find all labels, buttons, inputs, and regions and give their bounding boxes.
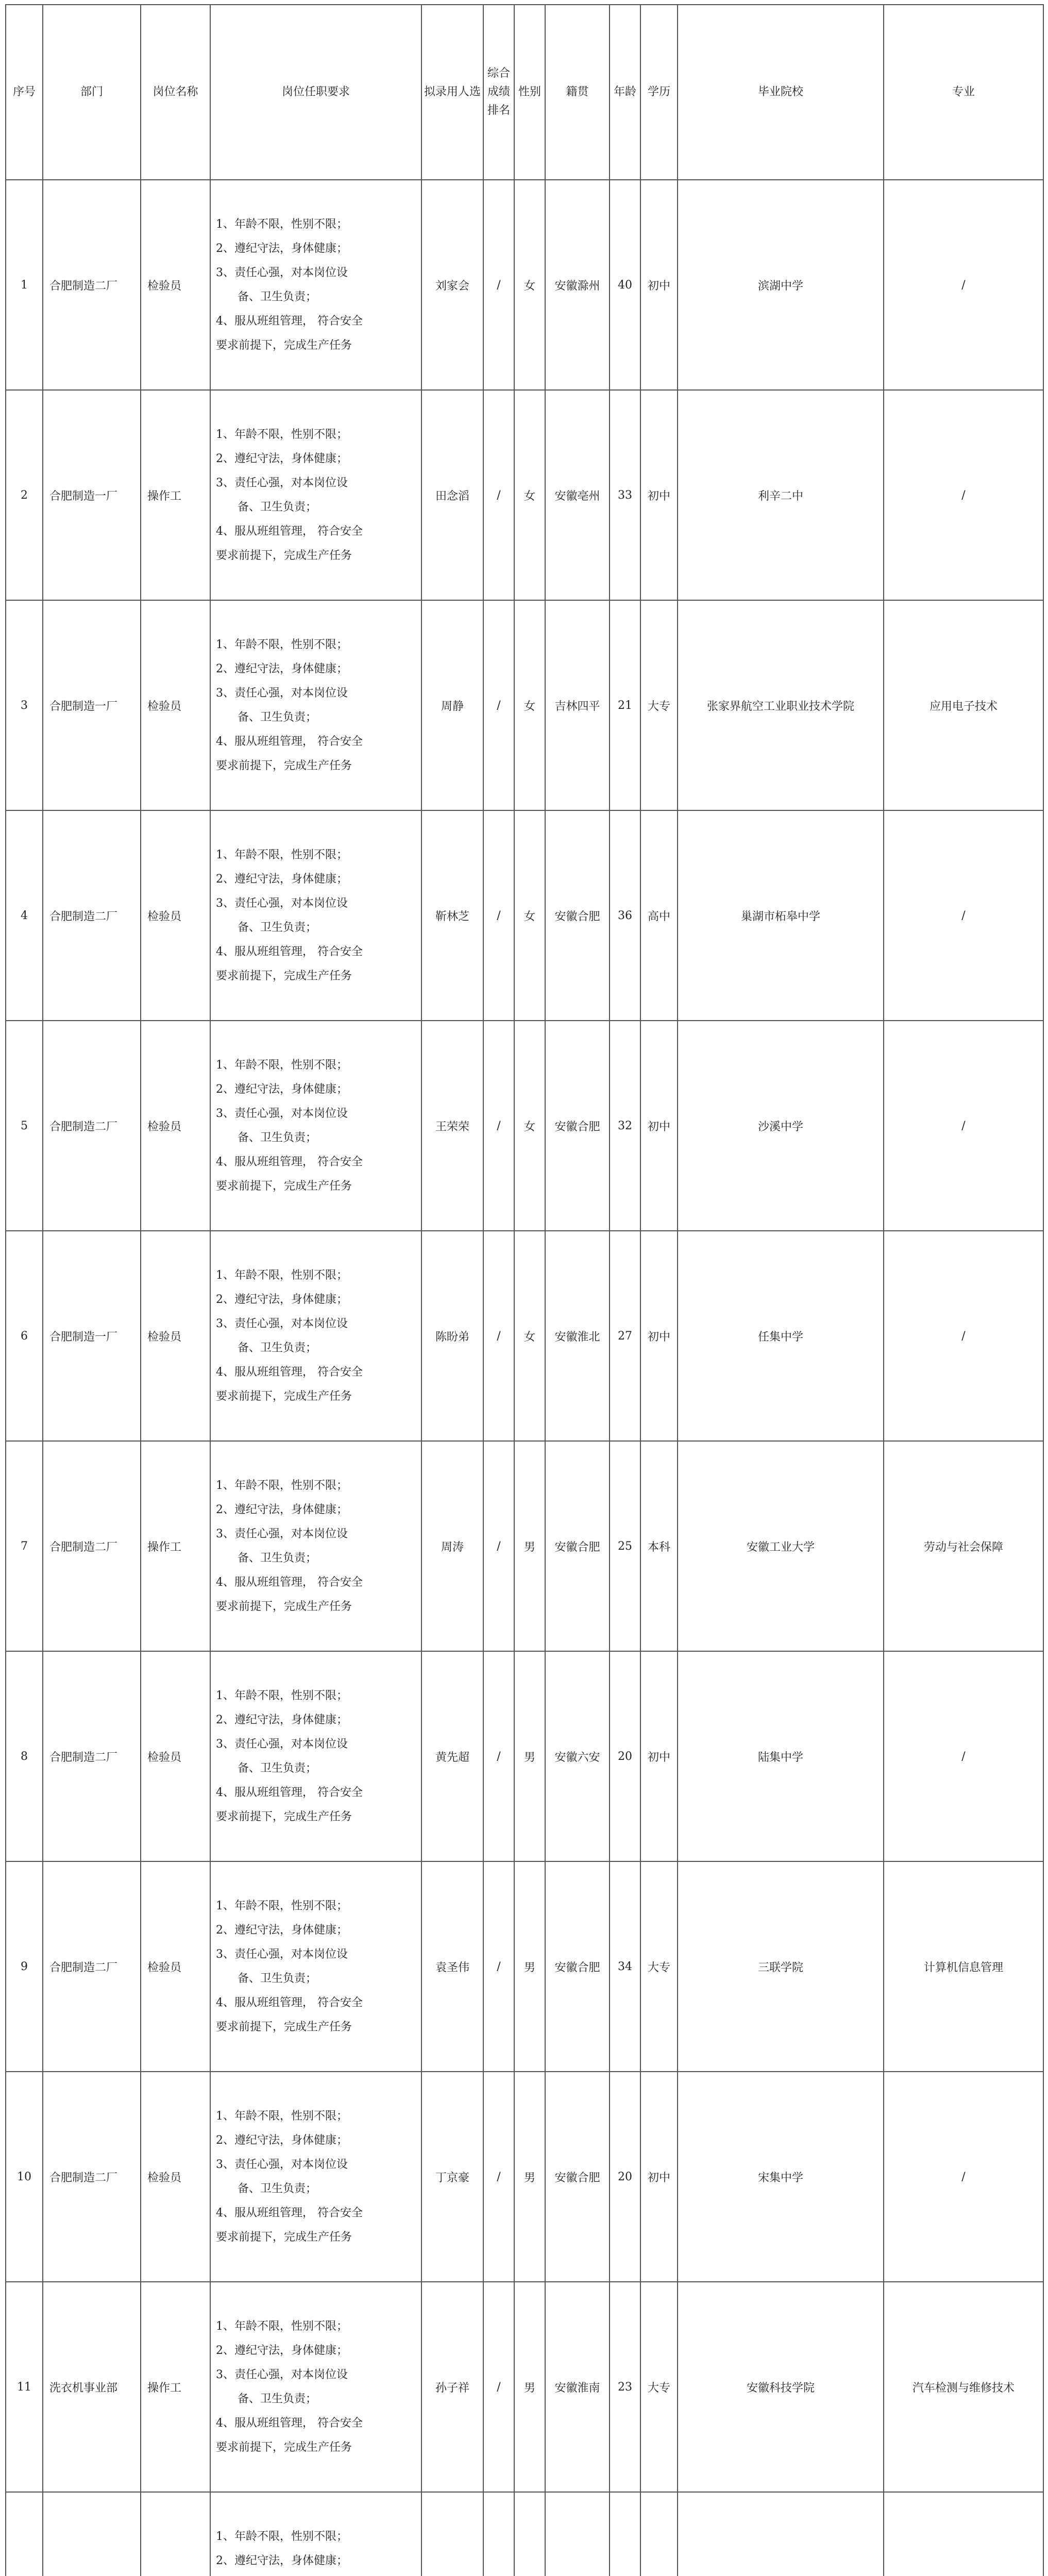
position-cell: 检验员	[141, 810, 210, 1021]
row-number-cell: 7	[6, 1441, 43, 1651]
table-row	[6, 1861, 1043, 2072]
table-row	[6, 390, 1043, 600]
requirement-line: 备、卫生负责；	[238, 1552, 317, 1565]
requirement-line: 备、卫生负责；	[238, 2182, 317, 2195]
age-cell: 20	[610, 2072, 640, 2282]
age-cell: 33	[610, 390, 640, 600]
header-gender: 性别	[514, 5, 545, 180]
major-cell: /	[884, 2072, 1043, 2282]
header-pos: 岗位名称	[141, 5, 210, 180]
education-cell: 大专	[640, 600, 678, 810]
department-cell	[43, 2492, 141, 2576]
table-row	[6, 2492, 1043, 2576]
requirements-cell	[210, 1021, 421, 1231]
requirement-line: 备、卫生负责；	[238, 921, 317, 934]
requirement-line: 1、年龄不限，性别不限；	[216, 2530, 348, 2543]
requirement-line: 3、责任心强，对本岗位设	[216, 1738, 348, 1751]
requirement-line: 2、遵纪守法，身体健康；	[216, 2134, 348, 2147]
requirement-line: 2、遵纪守法，身体健康；	[216, 873, 348, 886]
row-number-cell	[6, 2492, 43, 2576]
requirement-line: 3、责任心强，对本岗位设	[216, 266, 348, 279]
header-school: 毕业院校	[678, 5, 884, 180]
rank-cell: /	[483, 1441, 514, 1651]
requirement-line: 4、服从班组管理， 符合安全	[216, 945, 363, 958]
row-number-cell: 11	[6, 2282, 43, 2492]
requirement-line: 备、卫生负责；	[238, 711, 317, 724]
gender-cell: 女	[514, 180, 545, 390]
requirement-line: 1、年龄不限，性别不限；	[216, 428, 348, 441]
education-cell: 初中	[640, 2072, 678, 2282]
requirement-line: 要求前提下，完成生产任务	[216, 2441, 352, 2454]
requirement-line: 4、服从班组管理， 符合安全	[216, 735, 363, 748]
origin-cell: 安徽亳州	[545, 390, 610, 600]
requirement-line: 要求前提下，完成生产任务	[216, 2231, 352, 2244]
requirements-cell	[210, 600, 421, 810]
major-cell: 应用电子技术	[884, 600, 1043, 810]
origin-cell	[545, 2492, 610, 2576]
position-cell: 检验员	[141, 1861, 210, 2072]
row-number-cell: 9	[6, 1861, 43, 2072]
header-no: 序号	[6, 5, 43, 180]
origin-cell: 安徽合肥	[545, 1441, 610, 1651]
major-cell: 汽车检测与维修技术	[884, 2282, 1043, 2492]
school-cell: 宋集中学	[678, 2072, 884, 2282]
major-cell	[884, 2492, 1043, 2576]
table-row	[6, 180, 1043, 390]
gender-cell: 男	[514, 1441, 545, 1651]
position-cell: 操作工	[141, 1441, 210, 1651]
department-cell: 合肥制造二厂	[43, 1441, 141, 1651]
requirement-line: 3、责任心强，对本岗位设	[216, 1528, 348, 1540]
requirement-line	[216, 2573, 418, 2576]
requirement-line: 3、责任心强，对本岗位设	[216, 1948, 348, 1961]
gender-cell: 女	[514, 1231, 545, 1441]
age-cell: 25	[610, 1441, 640, 1651]
candidate-name-cell: 孙子祥	[421, 2282, 483, 2492]
requirement-line: 4、服从班组管理， 符合安全	[216, 525, 363, 538]
requirement-line: 4、服从班组管理， 符合安全	[216, 1996, 363, 2009]
gender-cell: 男	[514, 1651, 545, 1861]
age-cell: 21	[610, 600, 640, 810]
gender-cell: 男	[514, 2072, 545, 2282]
department-cell: 合肥制造二厂	[43, 810, 141, 1021]
gender-cell: 男	[514, 1861, 545, 2072]
candidate-name-cell: 袁圣伟	[421, 1861, 483, 2072]
requirement-line: 1、年龄不限，性别不限；	[216, 638, 348, 651]
position-cell: 检验员	[141, 180, 210, 390]
requirement-line: 备、卫生负责；	[238, 2393, 317, 2405]
row-number-cell: 4	[6, 810, 43, 1021]
education-cell: 初中	[640, 180, 678, 390]
requirement-line: 2、遵纪守法，身体健康；	[216, 1293, 348, 1306]
rank-cell: /	[483, 1231, 514, 1441]
gender-cell: 女	[514, 600, 545, 810]
major-cell: /	[884, 180, 1043, 390]
origin-cell: 安徽合肥	[545, 1021, 610, 1231]
requirement-line: 1、年龄不限，性别不限；	[216, 2320, 348, 2333]
requirements-cell	[210, 1651, 421, 1861]
gender-cell: 女	[514, 1021, 545, 1231]
rank-cell: /	[483, 1021, 514, 1231]
origin-cell: 安徽六安	[545, 1651, 610, 1861]
candidate-name-cell: 靳林芝	[421, 810, 483, 1021]
requirement-line: 2、遵纪守法，身体健康；	[216, 2344, 348, 2357]
header-major: 专业	[884, 5, 1043, 180]
position-cell: 操作工	[141, 2282, 210, 2492]
age-cell: 36	[610, 810, 640, 1021]
header-cand: 拟录用人选	[421, 5, 483, 180]
education-cell	[640, 2492, 678, 2576]
requirement-line: 2、遵纪守法，身体健康；	[216, 242, 348, 255]
requirement-line: 4、服从班组管理， 符合安全	[216, 1366, 363, 1379]
requirement-line: 2、遵纪守法，身体健康；	[216, 1503, 348, 1516]
origin-cell: 吉林四平	[545, 600, 610, 810]
origin-cell: 安徽合肥	[545, 1861, 610, 2072]
major-cell: /	[884, 1651, 1043, 1861]
requirement-line: 3、责任心强，对本岗位设	[216, 687, 348, 700]
age-cell: 32	[610, 1021, 640, 1231]
requirement-line: 2、遵纪守法，身体健康；	[216, 1083, 348, 1096]
requirement-line: 3、责任心强，对本岗位设	[216, 897, 348, 910]
education-cell: 大专	[640, 1861, 678, 2072]
position-cell: 检验员	[141, 1021, 210, 1231]
department-cell: 合肥制造二厂	[43, 2072, 141, 2282]
requirement-line: 要求前提下，完成生产任务	[216, 1390, 352, 1403]
hire-table	[5, 4, 1044, 2576]
school-cell: 滨湖中学	[678, 180, 884, 390]
header-origin: 籍贯	[545, 5, 610, 180]
rank-cell: /	[483, 600, 514, 810]
requirement-line: 要求前提下，完成生产任务	[216, 2021, 352, 2033]
department-cell: 合肥制造二厂	[43, 1651, 141, 1861]
requirements-cell	[210, 1861, 421, 2072]
requirement-line: 要求前提下，完成生产任务	[216, 1600, 352, 1613]
requirement-line: 2、遵纪守法，身体健康；	[216, 1714, 348, 1726]
row-number-cell: 10	[6, 2072, 43, 2282]
major-cell: /	[884, 1021, 1043, 1231]
department-cell: 合肥制造一厂	[43, 1231, 141, 1441]
table-row	[6, 810, 1043, 1021]
education-cell: 初中	[640, 1231, 678, 1441]
department-cell: 合肥制造二厂	[43, 1021, 141, 1231]
requirements-cell	[210, 2072, 421, 2282]
position-cell: 操作工	[141, 390, 210, 600]
table-row	[6, 1231, 1043, 1441]
requirement-line: 1、年龄不限，性别不限；	[216, 2110, 348, 2123]
requirement-line: 3、责任心强，对本岗位设	[216, 1317, 348, 1330]
department-cell: 合肥制造二厂	[43, 1861, 141, 2072]
requirement-line: 4、服从班组管理， 符合安全	[216, 1576, 363, 1589]
requirement-line: 备、卫生负责；	[238, 1131, 317, 1144]
candidate-name-cell: 刘家会	[421, 180, 483, 390]
table-row	[6, 2282, 1043, 2492]
candidate-name-cell: 丁京豪	[421, 2072, 483, 2282]
education-cell: 初中	[640, 390, 678, 600]
age-cell: 40	[610, 180, 640, 390]
requirement-line: 2、遵纪守法，身体健康；	[216, 2554, 348, 2567]
major-cell: 计算机信息管理	[884, 1861, 1043, 2072]
major-cell: /	[884, 1231, 1043, 1441]
requirement-line: 4、服从班组管理， 符合安全	[216, 1786, 363, 1799]
requirement-line: 备、卫生负责；	[238, 291, 317, 303]
table-row	[6, 1441, 1043, 1651]
requirement-line: 备、卫生负责；	[238, 1762, 317, 1775]
requirement-line: 1、年龄不限，性别不限；	[216, 218, 348, 231]
table-row	[6, 1651, 1043, 1861]
rank-cell	[483, 2492, 514, 2576]
school-cell: 陆集中学	[678, 1651, 884, 1861]
age-cell: 27	[610, 1231, 640, 1441]
school-cell: 三联学院	[678, 1861, 884, 2072]
requirement-line: 2、遵纪守法，身体健康；	[216, 663, 348, 675]
origin-cell: 安徽滁州	[545, 180, 610, 390]
requirement-line: 要求前提下，完成生产任务	[216, 549, 352, 562]
school-cell: 沙溪中学	[678, 1021, 884, 1231]
major-cell: /	[884, 810, 1043, 1021]
department-cell: 合肥制造一厂	[43, 390, 141, 600]
requirement-line: 1、年龄不限，性别不限；	[216, 1689, 348, 1702]
gender-cell: 女	[514, 810, 545, 1021]
candidate-name-cell: 田念滔	[421, 390, 483, 600]
age-cell	[610, 2492, 640, 2576]
requirement-line: 要求前提下，完成生产任务	[216, 1180, 352, 1193]
major-cell: 劳动与社会保障	[884, 1441, 1043, 1651]
requirements-cell	[210, 1441, 421, 1651]
rank-cell: /	[483, 2282, 514, 2492]
age-cell: 23	[610, 2282, 640, 2492]
major-cell: /	[884, 390, 1043, 600]
requirement-line: 备、卫生负责；	[238, 1342, 317, 1354]
gender-cell	[514, 2492, 545, 2576]
gender-cell: 男	[514, 2282, 545, 2492]
requirement-line: 1、年龄不限，性别不限；	[216, 849, 348, 861]
candidate-name-cell: 王荣荣	[421, 1021, 483, 1231]
school-cell: 张家界航空工业职业技术学院	[678, 600, 884, 810]
department-cell: 合肥制造二厂	[43, 180, 141, 390]
requirement-line: 1、年龄不限，性别不限；	[216, 1059, 348, 1072]
department-cell: 洗衣机事业部	[43, 2282, 141, 2492]
requirements-cell	[210, 810, 421, 1021]
candidate-name-cell: 周涛	[421, 1441, 483, 1651]
row-number-cell: 5	[6, 1021, 43, 1231]
requirement-line: 备、卫生负责；	[238, 501, 317, 514]
row-number-cell: 6	[6, 1231, 43, 1441]
origin-cell: 安徽淮北	[545, 1231, 610, 1441]
table-row	[6, 600, 1043, 810]
requirement-line: 1、年龄不限，性别不限；	[216, 1269, 348, 1282]
position-cell: 检验员	[141, 2072, 210, 2282]
table-row	[6, 2072, 1043, 2282]
origin-cell: 安徽合肥	[545, 810, 610, 1021]
requirement-line: 3、责任心强，对本岗位设	[216, 2158, 348, 2171]
candidate-name-cell	[421, 2492, 483, 2576]
row-number-cell: 8	[6, 1651, 43, 1861]
requirement-line: 4、服从班组管理， 符合安全	[216, 2207, 363, 2219]
requirements-cell	[210, 1231, 421, 1441]
requirements-cell	[210, 2282, 421, 2492]
position-cell: 检验员	[141, 600, 210, 810]
rank-cell: /	[483, 2072, 514, 2282]
requirement-line: 1、年龄不限，性别不限；	[216, 1900, 348, 1912]
rank-cell: /	[483, 1651, 514, 1861]
requirement-line: 要求前提下，完成生产任务	[216, 759, 352, 772]
education-cell: 大专	[640, 2282, 678, 2492]
gender-cell: 女	[514, 390, 545, 600]
header-age: 年龄	[610, 5, 640, 180]
requirement-line: 要求前提下，完成生产任务	[216, 339, 352, 352]
requirement-line: 备、卫生负责；	[238, 1972, 317, 1985]
row-number-cell: 3	[6, 600, 43, 810]
header-req: 岗位任职要求	[210, 5, 421, 180]
education-cell: 初中	[640, 1651, 678, 1861]
position-cell	[141, 2492, 210, 2576]
school-cell: 巢湖市柘皋中学	[678, 810, 884, 1021]
school-cell: 利辛二中	[678, 390, 884, 600]
requirement-line: 4、服从班组管理， 符合安全	[216, 315, 363, 328]
row-number-cell: 1	[6, 180, 43, 390]
requirements-cell	[210, 180, 421, 390]
origin-cell: 安徽合肥	[545, 2072, 610, 2282]
table-row	[6, 1021, 1043, 1231]
school-cell	[678, 2492, 884, 2576]
header-rank: 综合成绩排名	[483, 5, 514, 180]
candidate-name-cell: 黄先超	[421, 1651, 483, 1861]
requirements-cell	[210, 390, 421, 600]
position-cell: 检验员	[141, 1231, 210, 1441]
rank-cell: /	[483, 390, 514, 600]
requirement-line: 4、服从班组管理， 符合安全	[216, 2417, 363, 2430]
education-cell: 高中	[640, 810, 678, 1021]
header-edu: 学历	[640, 5, 678, 180]
requirement-line: 要求前提下，完成生产任务	[216, 970, 352, 982]
school-cell: 任集中学	[678, 1231, 884, 1441]
requirement-line: 4、服从班组管理， 符合安全	[216, 1156, 363, 1168]
department-cell: 合肥制造一厂	[43, 600, 141, 810]
age-cell: 20	[610, 1651, 640, 1861]
candidate-name-cell: 周静	[421, 600, 483, 810]
school-cell: 安徽科技学院	[678, 2282, 884, 2492]
requirement-line: 3、责任心强，对本岗位设	[216, 2368, 348, 2381]
education-cell: 本科	[640, 1441, 678, 1651]
school-cell: 安徽工业大学	[678, 1441, 884, 1651]
position-cell: 检验员	[141, 1651, 210, 1861]
requirements-cell	[210, 2492, 421, 2576]
origin-cell: 安徽淮南	[545, 2282, 610, 2492]
requirement-line: 3、责任心强，对本岗位设	[216, 1107, 348, 1120]
rank-cell: /	[483, 180, 514, 390]
rank-cell: /	[483, 810, 514, 1021]
age-cell: 34	[610, 1861, 640, 2072]
requirement-line: 2、遵纪守法，身体健康；	[216, 452, 348, 465]
header-row	[6, 5, 1043, 180]
row-number-cell: 2	[6, 390, 43, 600]
requirement-line: 3、责任心强，对本岗位设	[216, 477, 348, 489]
header-dept: 部门	[43, 5, 141, 180]
education-cell: 初中	[640, 1021, 678, 1231]
requirement-line: 1、年龄不限，性别不限；	[216, 1479, 348, 1492]
requirement-line: 要求前提下，完成生产任务	[216, 1810, 352, 1823]
candidate-name-cell: 陈盼弟	[421, 1231, 483, 1441]
requirement-line: 2、遵纪守法，身体健康；	[216, 1924, 348, 1937]
rank-cell: /	[483, 1861, 514, 2072]
